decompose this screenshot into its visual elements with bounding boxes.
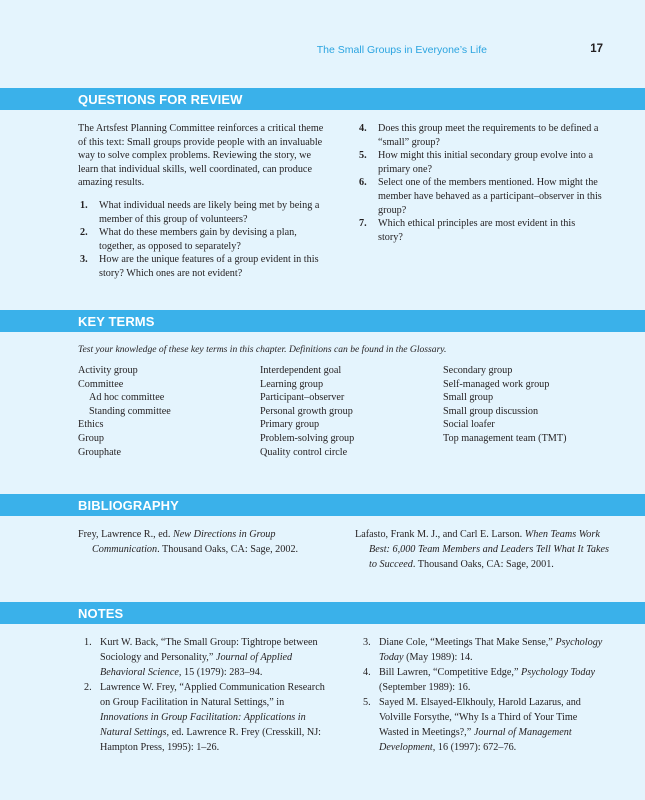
review-question: 6. Select one of the members mentioned. How might the member have behaved as a participant–observer in this group? <box>359 177 602 216</box>
key-term: Quality control circle <box>260 446 348 458</box>
bibliography-heading: BIBLIOGRAPHY <box>78 498 179 513</box>
running-title: The Small Groups in Everyone’s Life <box>316 44 487 56</box>
key-terms-intro: Test your knowledge of these key terms in this chapter. Definitions can be found in the Glossary. <box>78 344 447 355</box>
section-heading-notes <box>0 602 645 624</box>
key-terms-heading: KEY TERMS <box>78 314 155 329</box>
note-item: 3. Diane Cole, “Meetings That Make Sense,” Psychology Today (May 1989): 14. <box>363 637 603 663</box>
key-term: Secondary group <box>443 365 513 376</box>
running-head <box>0 44 645 60</box>
key-terms-column-2 <box>260 364 440 459</box>
key-term: Small group <box>443 392 494 404</box>
key-term: Top management team (TMT) <box>443 432 567 444</box>
review-questions-list-2 <box>357 122 602 244</box>
section-heading-key-terms <box>0 310 645 332</box>
bibliography-entry: Frey, Lawrence R., ed. New Directions in Group Communication. Thousand Oaks, CA: Sage, 2002. <box>78 529 299 556</box>
key-term: Interdependent goal <box>260 365 342 376</box>
key-term: Grouphate <box>78 446 121 458</box>
note-item: 1. Kurt W. Back, “The Small Group: Tightrope between Sociology and Personality,” Journal of Applied Behavioral Science, 15 (1979): 283–94. <box>84 637 318 678</box>
key-term: Problem-solving group <box>260 432 355 444</box>
key-term: Ethics <box>78 419 104 431</box>
review-question: 5. How might this initial secondary group evolve into a primary one? <box>359 150 594 175</box>
key-term: Personal growth group <box>260 405 353 417</box>
review-question: 2. What do these members gain by devising a plan, together, as opposed to separately? <box>80 227 297 252</box>
key-term: Self-managed work group <box>443 378 550 390</box>
key-term: Committee <box>78 378 124 390</box>
key-terms-column-1 <box>78 364 258 459</box>
key-term: Group <box>78 432 105 444</box>
key-term: Learning group <box>260 378 324 390</box>
review-questions-list-1 <box>78 199 328 281</box>
notes-left-column <box>78 635 328 755</box>
key-term: Small group discussion <box>443 405 539 417</box>
section-heading-review <box>0 88 645 110</box>
key-term: Ad hoc committee <box>89 392 165 404</box>
note-item: 2. Lawrence W. Frey, “Applied Communication Research on Group Facilitation in Natural Settings,” in Innovations in Group Facilitation: Applications in Natural Settings, ed. Lawrence R. Frey (Cresskill, NJ: Hampton Press, 1995): 1–26. <box>84 682 325 753</box>
section-heading-bibliography <box>0 494 645 516</box>
key-term: Primary group <box>260 419 320 431</box>
note-item: 5. Sayed M. Elsayed-Elkhouly, Harold Lazarus, and Volville Forsythe, “Why Is a Third of Your Time Wasted in Meetings?,” Journal of Management Development, 16 (1997): 672–76. <box>363 697 581 753</box>
key-terms-column-3 <box>443 364 623 446</box>
key-term: Standing committee <box>89 405 171 417</box>
notes-right-column <box>357 635 607 755</box>
review-question: 7. Which ethical principles are most evident in this story? <box>359 218 576 243</box>
review-question: 4. Does this group meet the requirements to be defined a “small” group? <box>359 123 599 148</box>
review-heading: QUESTIONS FOR REVIEW <box>78 92 243 107</box>
key-term: Social loafer <box>443 419 495 431</box>
review-question: 1. What individual needs are likely being met by being a member of this group of volunteers? <box>80 199 320 225</box>
page-number: 17 <box>590 43 603 55</box>
review-right-column <box>357 122 602 244</box>
notes-heading: NOTES <box>78 606 124 621</box>
review-intro: The Artsfest Planning Committee reinforces a critical theme of this text: Small groups provide people with an invaluable way to solve complex problems. Reviewing the story, we learn that individual skills, well coordinated, can produce amazing results. <box>78 123 324 189</box>
review-question: 3. How are the unique features of a group evident in this story? Which ones are not evident? <box>80 254 319 279</box>
key-term: Participant–observer <box>260 392 345 404</box>
key-term: Activity group <box>78 365 138 376</box>
bibliography-entry: Lafasto, Frank M. J., and Carl E. Larson. When Teams Work Best: 6,000 Team Members and Leaders Tell What It Takes to Succeed. Thousand Oaks, CA: Sage, 2001. <box>355 529 609 571</box>
review-left-column <box>78 122 328 281</box>
note-item: 4. Bill Lawren, “Competitive Edge,” Psychology Today (September 1989): 16. <box>363 667 596 693</box>
